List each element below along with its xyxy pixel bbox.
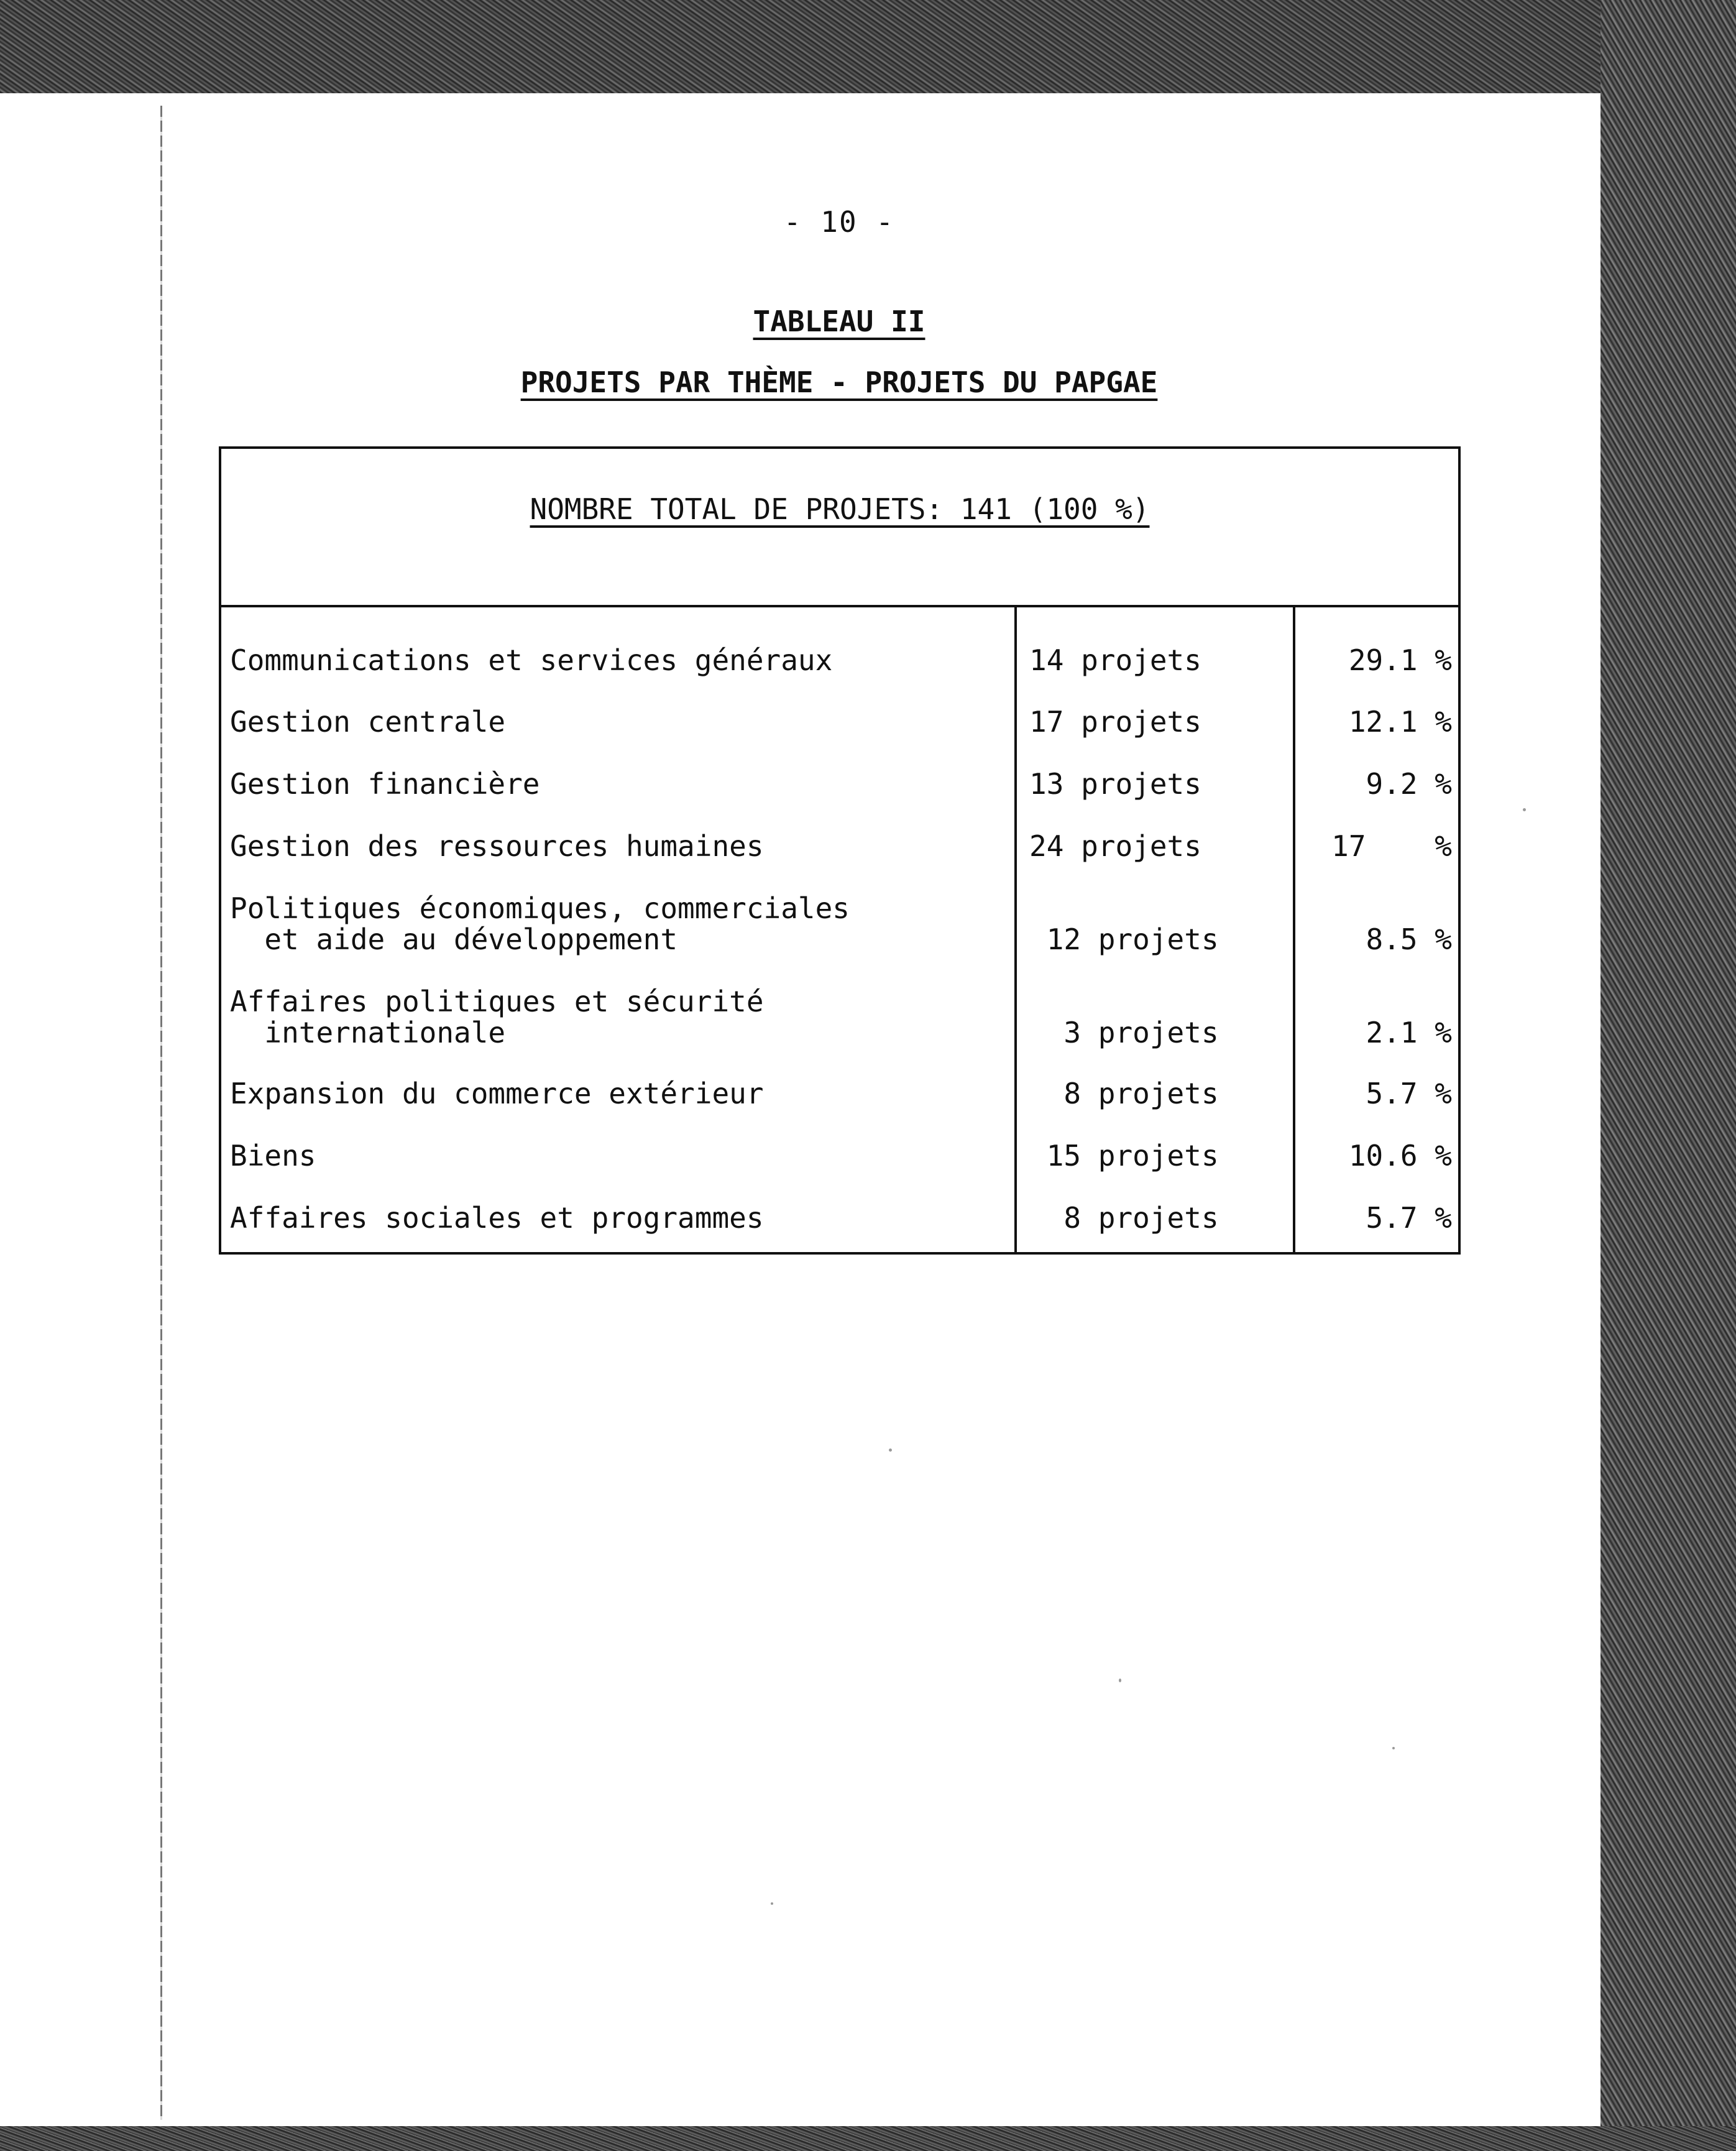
row-theme: Gestion des ressources humaines [230, 829, 764, 863]
row-theme: Communications et services généraux [230, 643, 833, 677]
row-count: 12 projets [1029, 923, 1219, 956]
row-percent: 17 % [1331, 829, 1452, 863]
scan-speck [1392, 1747, 1395, 1749]
row-percent: 10.6 % [1348, 1139, 1452, 1172]
scan-speck [1523, 808, 1526, 811]
row-count: 8 projets [1029, 1077, 1219, 1110]
total-projects-line: NOMBRE TOTAL DE PROJETS: 141 (100 %) [530, 492, 1150, 526]
row-theme: Politiques économiques, commerciales et aide au développement [230, 891, 850, 956]
row-theme: Affaires sociales et programmes [230, 1201, 764, 1235]
column-divider-count [1014, 607, 1017, 1255]
row-theme: Expansion du commerce extérieur [230, 1077, 764, 1110]
scan-border-right [1601, 0, 1736, 2151]
row-percent: 5.7 % [1366, 1077, 1452, 1110]
row-theme: Biens [230, 1139, 316, 1172]
table-label: TABLEAU II [753, 305, 925, 338]
row-count: 17 projets [1029, 705, 1201, 739]
scan-speck [1119, 1679, 1121, 1682]
row-percent: 8.5 % [1366, 923, 1452, 956]
row-percent: 5.7 % [1366, 1201, 1452, 1235]
row-percent: 12.1 % [1348, 705, 1452, 739]
row-theme: Gestion financière [230, 767, 540, 801]
page-number: - 10 - [783, 205, 895, 239]
row-count: 24 projets [1029, 829, 1201, 863]
row-percent: 9.2 % [1366, 767, 1452, 801]
table-header-row [221, 449, 1458, 607]
row-count: 3 projets [1029, 1016, 1219, 1049]
table-title: PROJETS PAR THÈME - PROJETS DU PAPGAE [520, 366, 1158, 399]
row-count: 8 projets [1029, 1201, 1219, 1235]
column-divider-percent [1293, 607, 1295, 1255]
row-percent: 29.1 % [1348, 643, 1452, 677]
row-count: 14 projets [1029, 643, 1201, 677]
scan-speck [889, 1449, 892, 1452]
scan-border-top [0, 0, 1736, 96]
row-count: 13 projets [1029, 767, 1201, 801]
scan-border-bottom [0, 2126, 1736, 2151]
binding-margin-line [160, 106, 162, 2120]
row-theme: Gestion centrale [230, 705, 506, 739]
row-percent: 2.1 % [1366, 1016, 1452, 1049]
row-theme: Affaires politiques et sécurité internationale [230, 985, 764, 1049]
scan-speck [771, 1902, 773, 1905]
projects-table [219, 446, 1461, 1255]
row-count: 15 projets [1029, 1139, 1219, 1172]
